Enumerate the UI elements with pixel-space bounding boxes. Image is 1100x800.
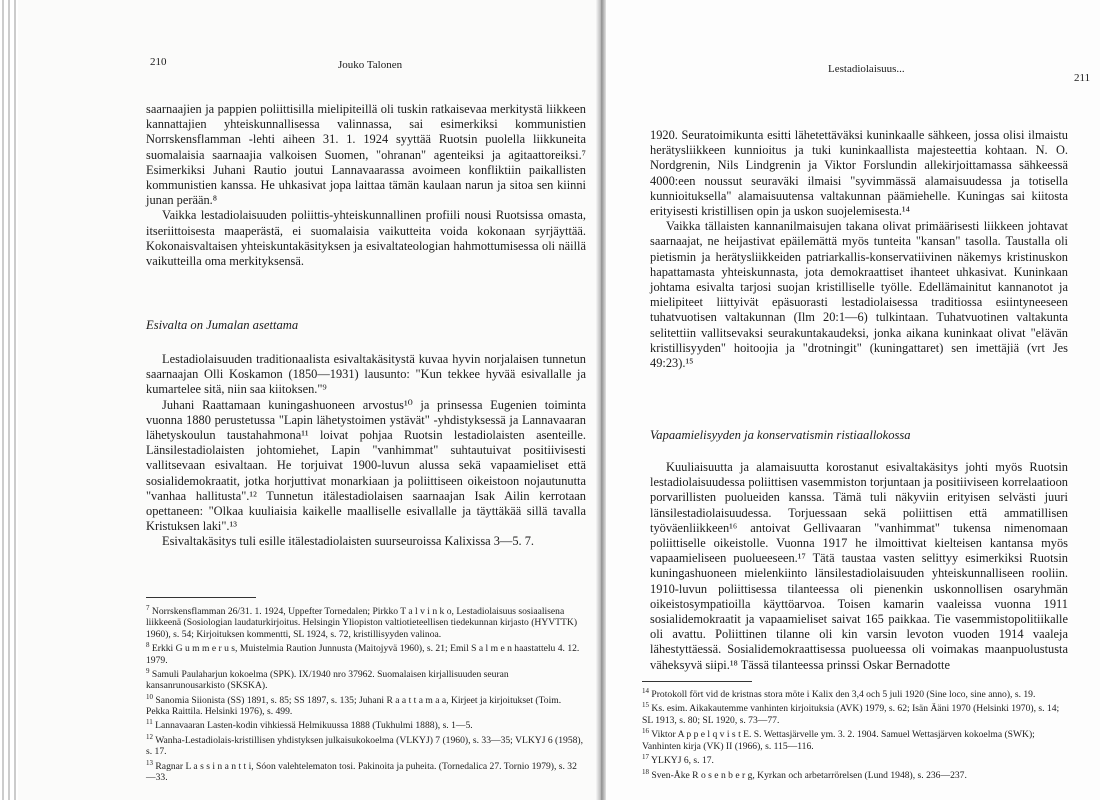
paragraph: Juhani Raattamaan kuningashuoneen arvostus¹⁰ ja prinsessa Eugenien toiminta vuonna 1880 perustetussa "Lapin lähetystoimen ystävät" -yhdistyksessä ja Lannavaaran lähetyskoulun taustahahmona¹¹ loivat pohjaa Ruotsin lestadiolaisten asenteille. Länsilestadiolaisten johtomiehet, Lapin "vanhimmat" suhtautuivat positiivisesti vallitsevaan esivaltaan. He torjuivat 1900-luvun alussa sekä vapaamieliset että sosialidemokraatit, jotka horjuttivat monarkiaan ja poliittiseen oikeistoon nojautunutta "vanhaa hallitusta".¹² Tunnetun itälestadiolaisen saarnaajan Isak Ailin kerrotaan opettaneen: "Olkaa kuuliaisia kaikelle maalliselle esivallalle ja täyttäkää sillä tavalla Kristuksen laki".¹³ — [146, 397, 586, 534]
footnote: $^{18}$ Sven-Åke R o s e n b e r g, Kyrkan och arbetarrörelsen (Lund 1948), s. 236—237. — [642, 767, 967, 781]
footnote: $^{13}$ Ragnar L a s s i n a n t t i, Sóon valehtelematon tosi. Pakinoita ja puheita. (Tornedalica 27. Tornio 1979), s. 32—33. — [146, 758, 577, 784]
footnote: $^{12}$ Wanha-Lestadiolais-kristillisen yhdistyksen julkaisukokoelma (VLKYJ) 7 (1960), s. 33—35; VLKYJ 6 (1958), s. 17. — [146, 732, 584, 758]
footnote: $^{16}$ Viktor A p p e l q v i s t E. S. Wettasjärvelle ym. 3. 2. 1904. Samuel Wettasjärven kokoelma (SWK); Vanhinten kirja (VK) II (1966), s. 115—116. — [642, 727, 1035, 752]
book-edge-pages — [0, 0, 16, 800]
footnote: $^{14}$ Protokoll fört vid de kristnas stora möte i Kalix den 3,4 och 5 juli 1920 (Sine loco, sine anno), s. 19. — [642, 687, 1036, 701]
footnotes-left — [146, 603, 586, 783]
footnote-rule — [146, 597, 256, 598]
footnote: $^{17}$ YLKYJ 6, s. 17. — [642, 753, 714, 767]
page-number-right: 211 — [1074, 72, 1091, 84]
body-text-left-2 — [146, 352, 586, 550]
paragraph: saarnaajien ja pappien poliittisilla mielipiteillä oli tuskin ratkaisevaa merkitystä liikkeen kannattajien yhteiskunnallisessa valinnassa, sai esimerkiksi kommunistien Norrskensflamman -lehti aiheen 31. 1. 1924 syyttää Ruotsin puolella liikkuneita suomalaisia saarnaajia valkoisen Suomen, "ohranan" agenteiksi ja agitaattoreiksi.⁷ Esimerkiksi Juhani Rautio joutui Lannavaarassa avoimeen konfliktiin paikallisten kommunistien kanssa. He uhkasivat jopa laittaa tämän kaulaan narun ja sitoa sen kiinni junan perään.⁸ — [146, 102, 586, 208]
body-text-right-2 — [650, 460, 1068, 673]
footnote: $^{15}$ Ks. esim. Aikakautemme vanhinten kirjoituksia (AVK) 1979, s. 62; Isän Ääni 1970 (Helsinki 1970), s. 14; SL 1913, s. 80; SL 1920, s. 73—77. — [642, 701, 1060, 726]
page-number-left: 210 — [150, 56, 167, 68]
footnote: $^8$ Erkki G u m m e r u s, Muistelmia Raution Junnusta (Maitojyvä 1960), s. 21; Emil S a l m e n haastattelu 4. 12. 1979. — [146, 641, 580, 666]
section-heading-left: Esivalta on Jumalan asettama — [146, 318, 299, 332]
footnote-rule — [642, 681, 752, 682]
body-text-left-1 — [146, 102, 586, 269]
footnote: $^7$ Norrskensflamman 26/31. 1. 1924, Uppefter Tornedalen; Pirkko T a l v i n k o, Lestadiolaisuus sosiaalisena liikkeenä (Sosiologian laudaturkirjoitus. Helsingin Yliopiston valtiotieteellisen tiedekunnan kirjasto (HYVTTK) 1960), s. 54; Kirjoituksen kommentti, SL 1924, s. 72, kristillisyyden valinoa. — [146, 604, 578, 640]
running-head-right: Lestadiolaisuus... — [828, 63, 905, 75]
right-page — [606, 0, 1100, 800]
running-head-left: Jouko Talonen — [338, 59, 403, 71]
footnote: $^{10}$ Sanomia Siionista (SS) 1891, s. 85; SS 1897, s. 135; Juhani R a a t t a m a a, Kirjeet ja kirjoitukset (Toim. Pekka Raittila. Helsinki 1976), s. 499. — [146, 692, 562, 718]
body-text-right-1 — [650, 128, 1068, 371]
paragraph: Vaikka tällaisten kannanilmaisujen takana olivat primäärisesti liikkeen johtavat saarnaajat, ne heijastivat epäilemättä myös tunteita "kansan" tasolla. Taustalla oli pietismin ja herätysliikkeiden patriarkallis-konservatiivinen näkemys kristinuskon hapattamasta yhteiskunnasta, jota demokraattiset ihanteet uhkasivat. Kuninkaan johtama esivalta tarjosi suojan kristilliselle työlle. Edellämainitut kannanotot ja mielipiteet liittyivät epäsuorasti lestadiolaisessa traditiossa esiintyneeseen tuhatvuotisen valtakunnan (Ilm 20:1—6) tulkintaan. Tuhatvuotinen valtakunta selitettiin vallitsevaksi seurakuntakaudeksi, jonka aikana kuninkaat olivat "elävän kristillisyyden" hoitoojia ja "drotningit" (kuningattaret) sen imettäjiä (vrt Jes 49:23).¹⁵ — [650, 219, 1068, 371]
footnotes-right — [642, 686, 1072, 781]
paragraph: Kuuliaisuutta ja alamaisuutta korostanut esivaltakäsitys johti myös Ruotsin lestadiolaisuudessa poliittisen vasemmiston torjuntaan ja positiiviseen korrelaatioon porvarillisten puolueiden kanssa. Tämä tuli näkyviin erityisen selvästi juuri länsilestadiolaisuudessa. Torjuessaan sekä poliittisen että ammatillisen työväenliikkeen¹⁶ antoivat Gellivaaran "vanhimmat" tukensa nimenomaan poliittiselle oikeistolle. Vuonna 1917 he ilmoittivat kielteisen kantansa myös vapaamieliseen puolueeseen.¹⁷ Tätä taustaa vasten selittyy esimerkiksi Ruotsin kuningashuoneen mielenkiinto länsilestadiolaisuuden yhteiskunnalliseen rooliin. 1910-luvun poliittisessa tilanteessa oli pienenkin uskonnollisen osaryhmän oikeistosympatioilla käyttöarvoa. Toisen kamarin vaaleissa vuonna 1911 sosialidemokraatit ja vapaamieliset saivat 165 paikkaa. Tie vasemmistopolitiikalle oli avattu. Poliittinen tilanne oli kin varsin levoton vuoden 1914 vaaleja lähestyttäessä. Sosialidemokraattisessa puolueessa oli voimakas maanpuolustusta väheksyvä siipi.¹⁸ Tässä tilanteessa prinssi Oskar Bernadotte — [650, 460, 1068, 672]
paragraph: Vaikka lestadiolaisuuden poliittis-yhteiskunnallinen profiili nousi Ruotsissa omasta, itseriittoisesta maaperästä, ei suomalaisia vaikutteita voida kokonaan syrjäyttää. Kokonaisvaltaisen yhteiskuntakäsityksen ja esivaltateologian hahmottumisessa oli näillä vaikutteilla oma merkityksensä. — [146, 208, 586, 269]
paragraph: Lestadiolaisuuden traditionaalista esivaltakäsitystä kuvaa hyvin norjalaisen tunnetun saarnaajan Olli Koskamon (1850—1931) lausunto: "Kun tekkee hyvää esivallalle ja kumartelee sitä, niin saa kiitoksen."⁹ — [146, 352, 586, 397]
book-gutter — [596, 0, 606, 800]
footnote: $^9$ Samuli Paulaharjun kokoelma (SPK). IX/1940 nro 37962. Suomalaisen kirjallisuuden seuran kansanrunousarkisto (SKSKA). — [146, 666, 509, 692]
left-page — [18, 0, 596, 800]
paragraph: Esivaltakäsitys tuli esille itälestadiolaisten suurseuroissa Kalixissa 3—5. 7. — [162, 534, 535, 549]
section-heading-right: Vapaamielisyyden ja konservatismin ristiaallokossa — [650, 428, 911, 442]
footnote: $^{11}$ Lannavaaran Lasten-kodin vihkiessä Helmikuussa 1888 (Tukhulmi 1888), s. 1—5. — [146, 718, 473, 732]
paragraph: 1920. Seuratoimikunta esitti lähetettäväksi kuninkaalle sähkeen, jossa olisi ilmaistu herätysliikkeen kunnioitus ja tuki kuninkaallista majesteettia kohtaan. N. O. Nordgrenin, Nils Lindgrenin ja Viktor Forslundin allekirjoittamassa sähkeessä 4000:een noussut seuraväki ilmaisi "syvimmässä alamaisuudessa ja totisella kunnioituksella" alamaisuutensa valtakunnan päämiehelle. Kuningas sai kiitosta erityisesti kristillisen opin ja uskon suojelemisesta.¹⁴ — [650, 128, 1068, 219]
